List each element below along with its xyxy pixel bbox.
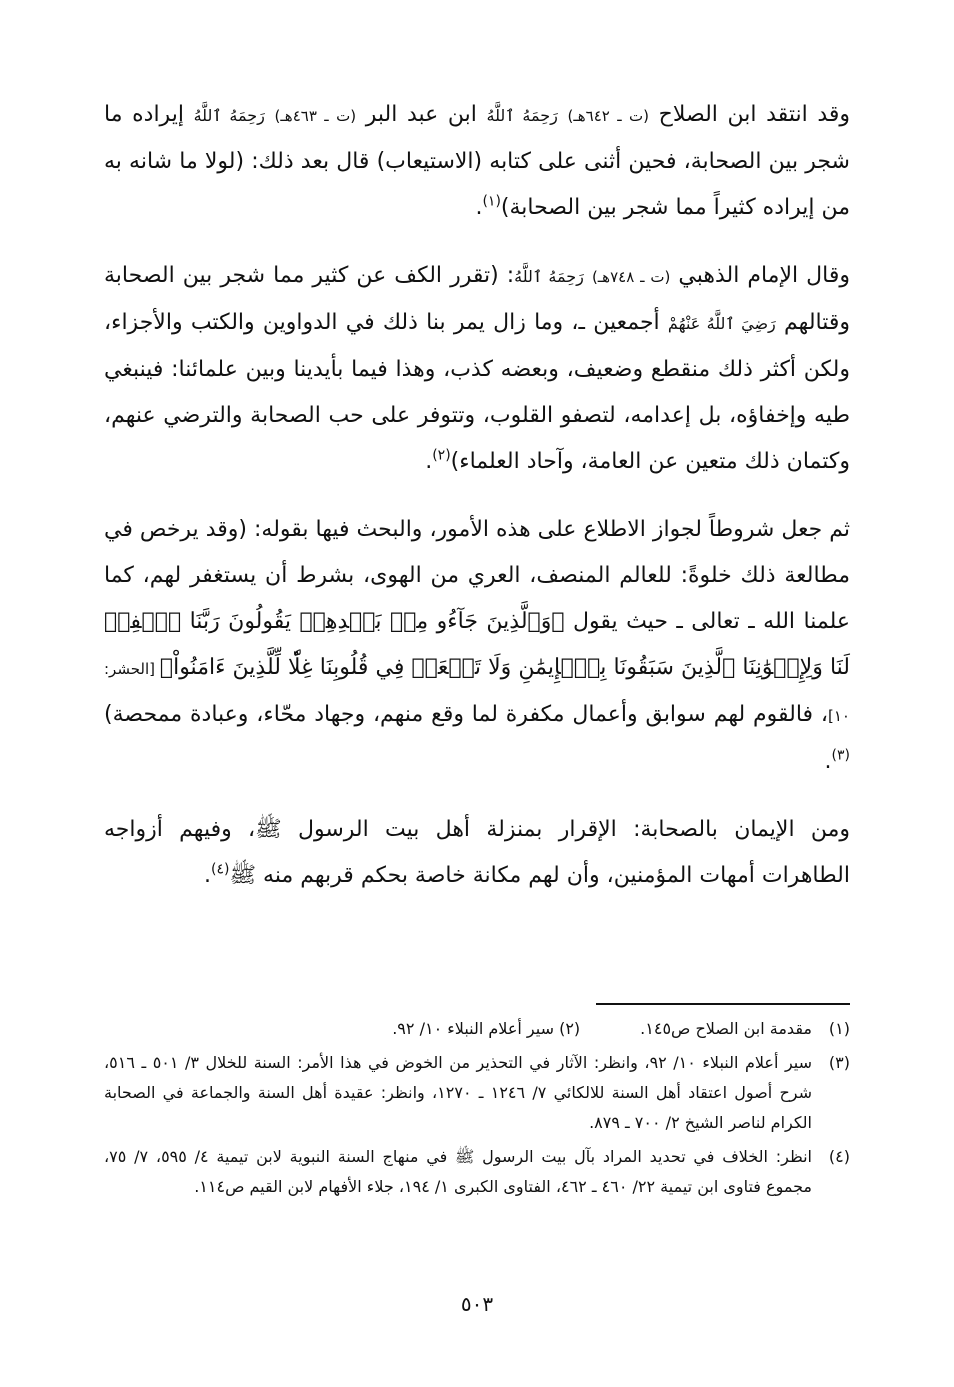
p4-end: .	[204, 863, 212, 888]
footnote-number-4: (٤)	[828, 1147, 850, 1166]
footnote-4-text-1: انظر: الخلاف في تحديد المراد بآل بيت الرسول	[474, 1147, 813, 1166]
footnote-text-1-2	[104, 1014, 812, 1044]
p2-end: .	[425, 449, 433, 474]
p1-text-1: وقد انتقد ابن الصلاح	[649, 102, 851, 127]
p1-death-date-2: (ت ـ ٤٦٣هـ)	[274, 107, 357, 125]
p4-text-1: ومن الإيمان بالصحابة: الإقرار بمنزلة أهل بيت الرسول	[281, 817, 850, 842]
footnote-number-3: (٣)	[828, 1053, 850, 1072]
p4-salutation-2: ﷺ	[229, 863, 257, 888]
paragraph-2	[104, 253, 850, 485]
p1-honorific-1: رَحِمَهُ ٱللَّهُ	[486, 106, 558, 125]
footnote-4-text-2: في منهاج السنة النبوية لابن تيمية ٤/ ٥٩٥، ٧/ ٧٥، مجموع فتاوى ابن تيمية ٢٢/ ٤٦٠ ـ ٤٦٢، الفتاوى الكبرى ١/ ١٩٤، جلاء الأفهام لابن القيم ص١١٤.	[104, 1147, 812, 1196]
page-number: ٥٠٣	[460, 1292, 494, 1316]
footnote-row-4	[104, 1142, 850, 1202]
p1-end: .	[475, 195, 483, 220]
paragraph-1	[104, 92, 850, 231]
footnote-number-2: (٢)	[559, 1019, 581, 1038]
footnote-4	[104, 1142, 812, 1202]
p4-text-2: ، وفيهم أزواجه الطاهرات أمهات المؤمنين، وأن لهم مكانة خاصة بحكم قربهم منه	[104, 817, 850, 888]
quran-verse: ﴿وَٱلَّذِينَ جَآءُو مِنۢ بَعۡدِهِمۡ يَقُولُونَ رَبَّنَا ٱغۡفِرۡ لَنَا وَلِإِخۡوَٰنِنَا ٱلَّذِينَ سَبَقُونَا بِٱلۡإِيمَٰنِ وَلَا تَجۡعَلۡ فِي قُلُوبِنَا غِلّٗا لِّلَّذِينَ ءَامَنُواْ﴾	[104, 609, 850, 680]
p3-end: .	[824, 749, 832, 774]
footnote-ref-3[interactable]: (٣)	[831, 747, 850, 764]
footnote-4-salutation: ﷺ	[455, 1147, 475, 1166]
p4-salutation-1: ﷺ	[255, 817, 282, 842]
p2-honorific-2: رَضِيَ ٱللَّهُ عَنْهُمْ	[667, 314, 776, 333]
footnote-2: سير أعلام النبلاء ١٠/ ٩٢.	[392, 1019, 554, 1038]
verse-source: [الحشر: ١٠]	[104, 660, 850, 725]
paragraph-3	[104, 507, 850, 785]
p3-text-2: ، فالقوم لهم سوابق وأعمال مكفرة لما وقع منهم، وجهاد محّاء، وعبادة ممحصة)	[104, 702, 829, 727]
p2-text-3: أجمعين ـ، وما زال يمر بنا ذلك في الدواوين والكتب والأجزاء، ولكن أكثر ذلك منقطع وضعيف، وبعضه كذب، وهذا فيما بأيدينا وبين علمائنا: فينبغي طيه وإخفاؤه، بل إعدامه، لتصفو القلوب، وتتوفر على حب الصحابة والترضي عنهم، وكتمان ذلك متعين عن العامة، وآحاد العلماء)	[104, 310, 850, 474]
footnote-ref-1[interactable]: (١)	[482, 193, 501, 210]
footnote-divider	[596, 1003, 850, 1005]
footnote-3: سير أعلام النبلاء ١٠/ ٩٢، وانظر: الآثار في التحذير من الخوض في هذا الأمر: السنة للخلال ٣/ ٥٠١ ـ ٥١٦، شرح أصول اعتقاد أهل السنة للالكائي ٧/ ١٢٤٦ ـ ١٢٧٠، وانظر: عقيدة أهل السنة والجماعة في الصحابة الكرام لناصر الشيخ ٢/ ٧٠٠ ـ ٨٧٩.	[104, 1053, 813, 1132]
footnotes	[104, 1014, 850, 1202]
p2-text-1: وقال الإمام الذهبي	[670, 263, 851, 288]
footnote-row-1	[104, 1014, 850, 1044]
p2-death-date: (ت ـ ٧٤٨هـ)	[591, 268, 671, 286]
p1-death-date-1: (ت ـ ٦٤٢هـ)	[567, 107, 650, 125]
footnote-number-1: (١)	[828, 1019, 850, 1038]
footnote-ref-2[interactable]: (٢)	[432, 447, 451, 464]
footnote-ref-4[interactable]: (٤)	[211, 861, 230, 878]
p2-honorific-1: رَحِمَهُ ٱللَّهُ	[514, 267, 584, 286]
main-text	[104, 92, 850, 899]
p1-text-3: إيراده ما شجر بين الصحابة، فحين أثنى على كتابه (الاستيعاب) قال بعد ذلك: (لولا ما شانه به من إيراده كثيراً مما شجر بين الصحابة)	[104, 102, 850, 220]
p1-text-2: ابن عبد البر	[356, 102, 487, 127]
p2-text-2: : (تقرر الكف عن كثير مما شجر بين الصحابة وقتالهم	[104, 263, 850, 335]
p1-honorific-2: رَحِمَهُ ٱللَّهُ	[193, 106, 265, 125]
footnote-row-3	[104, 1048, 850, 1138]
footnote-1: مقدمة ابن الصلاح ص١٤٥.	[640, 1019, 812, 1038]
p3-text-1: ثم جعل شروطاً لجواز الاطلاع على هذه الأمور، والبحث فيها بقوله: (وقد يرخص في مطالعة ذلك خلوةً: للعالم المنصف، العري من الهوى، بشرط أن يستغفر لهم، كما علمنا الله ـ تعالى ـ حيث يقول	[104, 517, 850, 634]
paragraph-4	[104, 807, 850, 899]
